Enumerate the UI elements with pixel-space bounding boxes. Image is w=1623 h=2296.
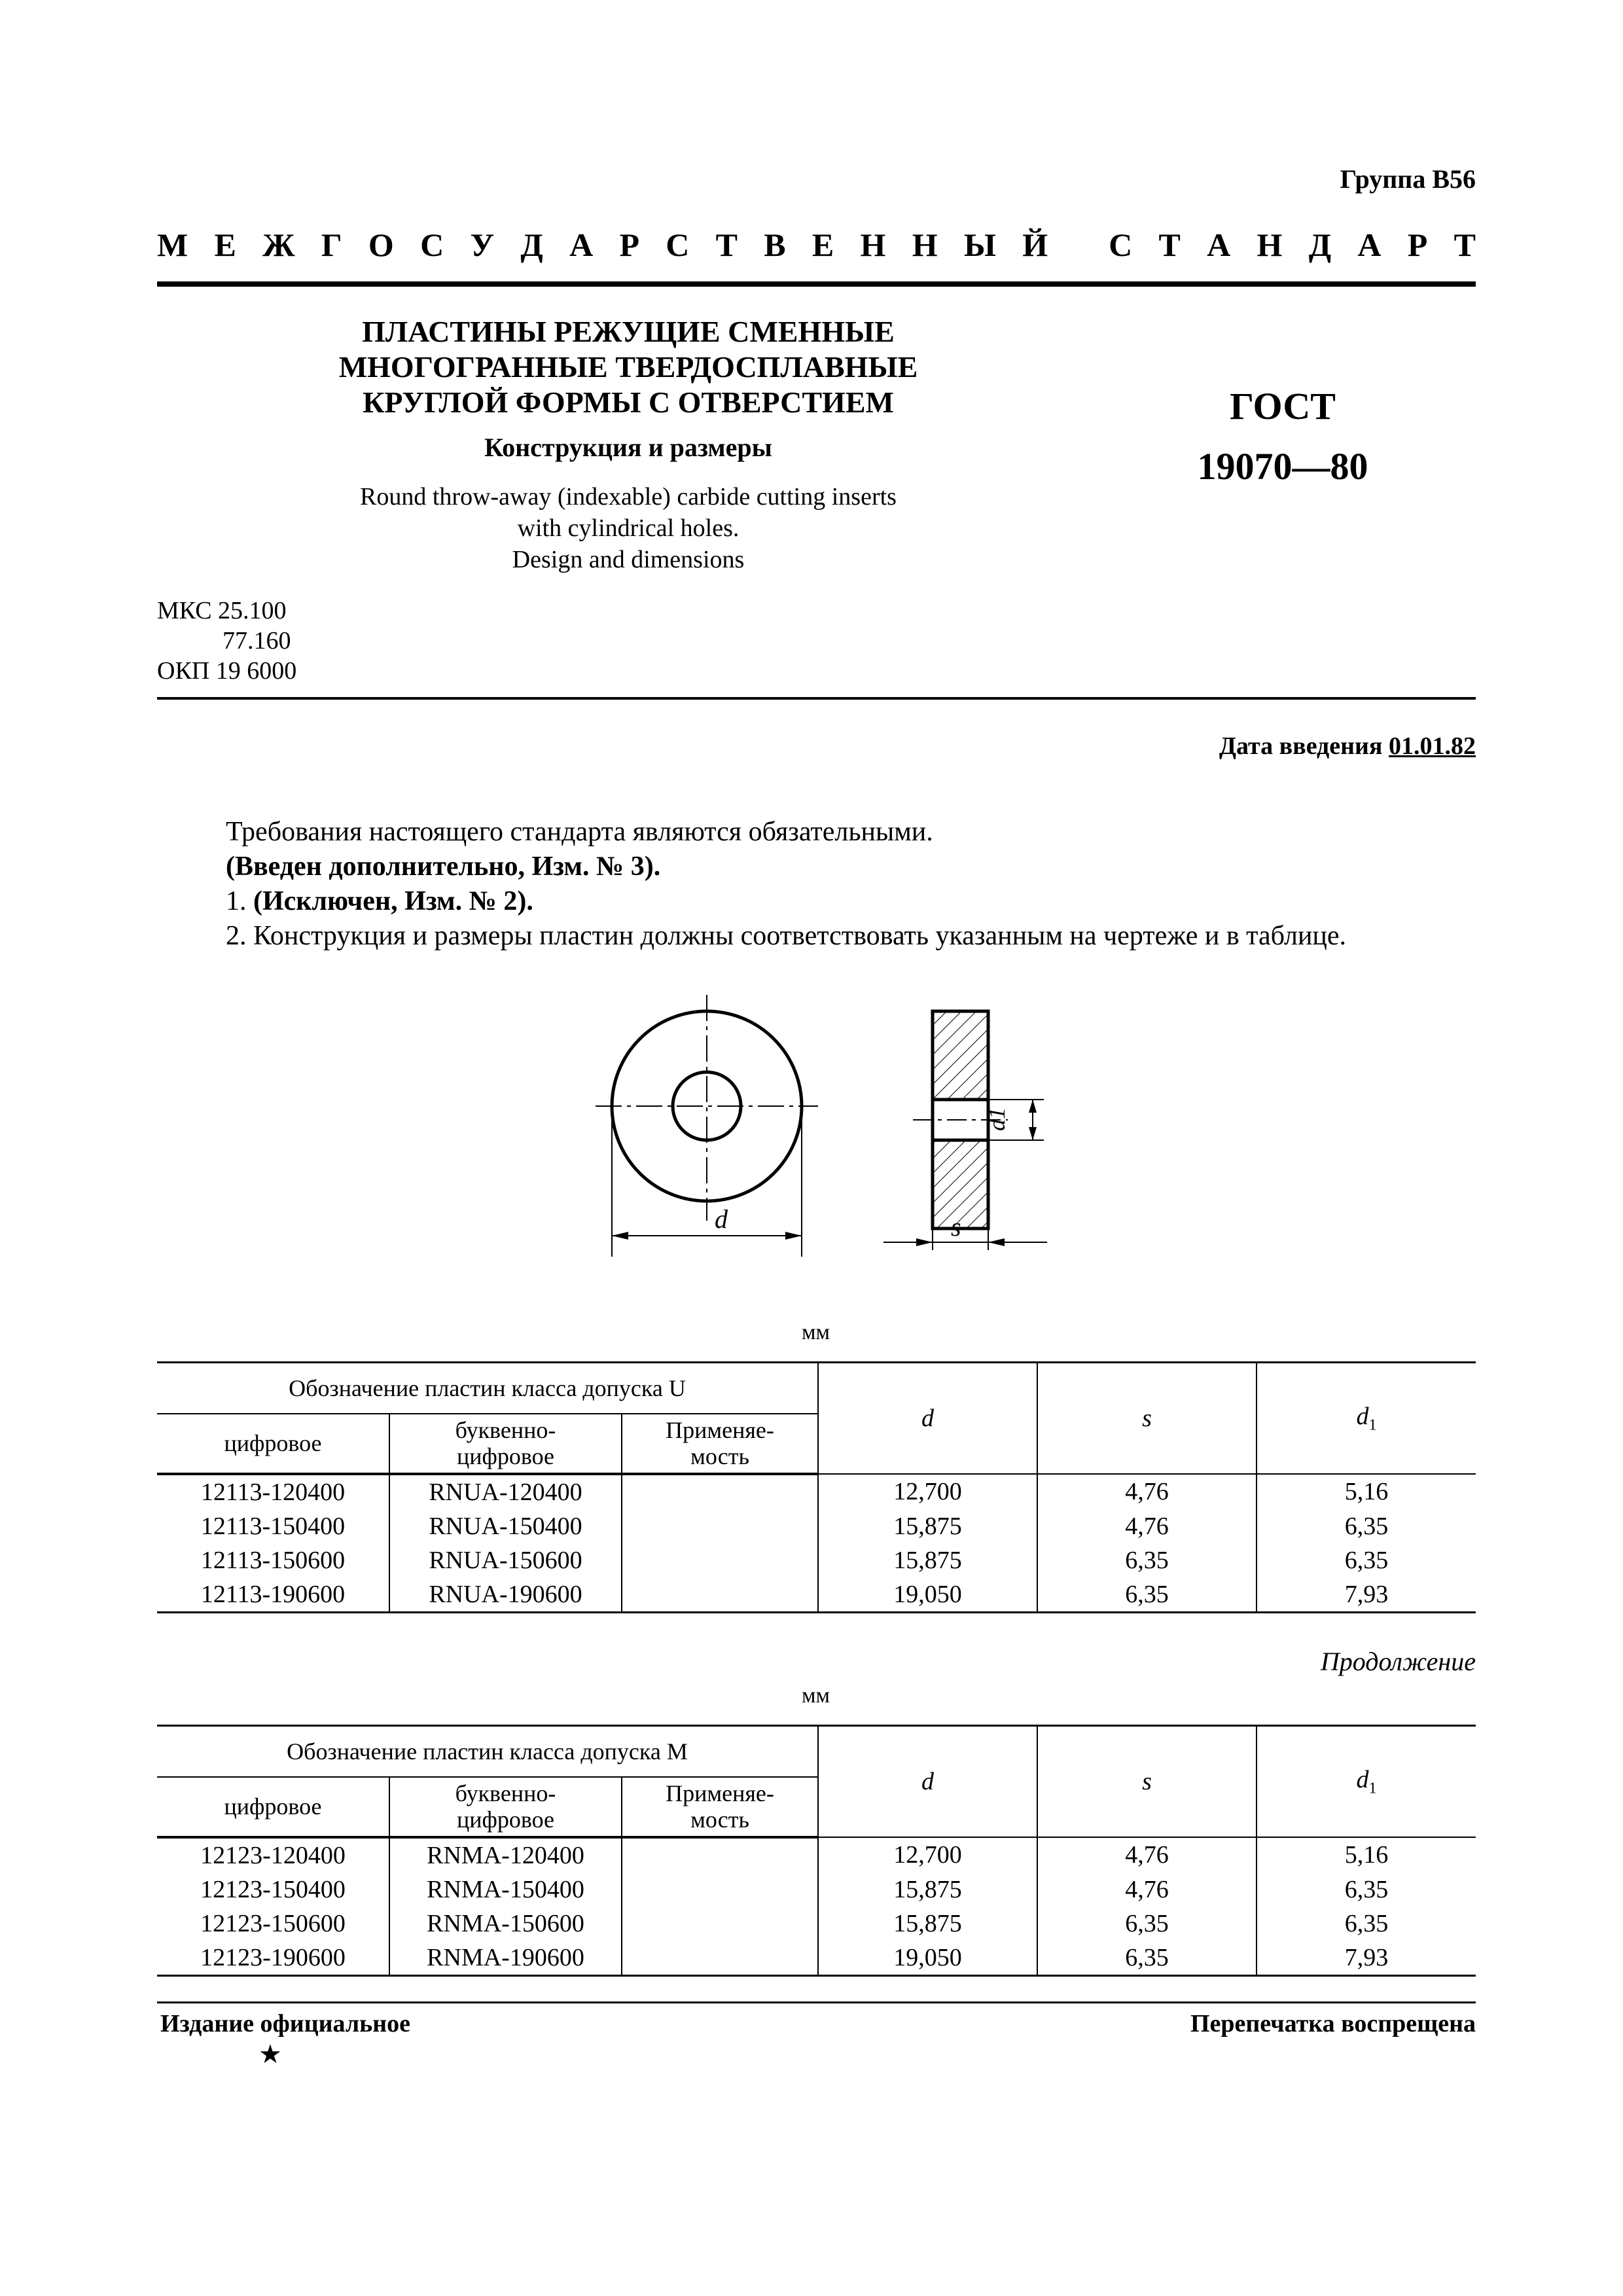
unit-label-m: мм <box>802 1683 830 1708</box>
cell-alphanumeric: RNUA-150600 <box>389 1543 622 1577</box>
dimension-d1-label <box>984 1107 1010 1131</box>
table-row <box>157 1577 1476 1613</box>
dimension-d-label: d <box>715 1204 728 1234</box>
table-m-col-s <box>1037 1726 1257 1837</box>
date-label: Дата введения <box>1219 732 1383 760</box>
table-row <box>157 1543 1476 1577</box>
table-m-group-header: Обозначение пластин класса допуска M <box>157 1726 818 1777</box>
title-line-1: ПЛАСТИНЫ РЕЖУЩИЕ СМЕННЫЕ <box>362 315 895 348</box>
interstate-letter: Ы <box>963 226 996 263</box>
introduction-date <box>1219 732 1476 761</box>
paragraph-1-number: 1. <box>226 886 247 916</box>
date-value: 01.01.82 <box>1389 732 1476 760</box>
table-row <box>157 1509 1476 1543</box>
cell-s: 4,76 <box>1037 1474 1257 1509</box>
table-u-col-d-text: d <box>921 1404 934 1432</box>
cell-s: 4,76 <box>1037 1509 1257 1543</box>
continuation-label: Продолжение <box>1320 1647 1476 1676</box>
cell-d: 15,875 <box>818 1873 1037 1907</box>
cell-digital: 12123-150600 <box>157 1907 389 1941</box>
paragraph-amendment-3: (Введен дополнительно, Изм. № 3). <box>226 852 661 882</box>
footer-rule <box>157 2001 1476 2003</box>
cell-s: 4,76 <box>1037 1837 1257 1873</box>
cell-applicability <box>622 1543 818 1577</box>
dimension-s-label: s <box>951 1212 961 1242</box>
table-m-col-d1 <box>1257 1726 1476 1837</box>
cell-applicability <box>622 1509 818 1543</box>
table-row <box>157 1873 1476 1907</box>
table-u-col-d1-text: d <box>1356 1402 1369 1430</box>
interstate-letter: Е <box>812 226 834 263</box>
table-class-m <box>157 1725 1476 1977</box>
table-m-col-alphanumeric <box>389 1777 622 1837</box>
table-u-col-d <box>818 1363 1037 1474</box>
cell-applicability <box>622 1577 818 1613</box>
cell-d: 15,875 <box>818 1907 1037 1941</box>
paragraph-2: 2. Конструкция и размеры пластин должны соответствовать указанным на чертеже и в таблице. <box>226 921 1347 951</box>
english-title-line-2: with cylindrical holes. <box>517 514 740 542</box>
table-u-col-alpha-line2: цифровое <box>456 1443 555 1469</box>
title-line-3: КРУГЛОЙ ФОРМЫ С ОТВЕРСТИЕМ <box>363 386 894 419</box>
interstate-letter: С <box>420 226 444 263</box>
cell-applicability <box>622 1907 818 1941</box>
interstate-letter: Д <box>520 226 543 263</box>
table-m-col-alpha-line2: цифровое <box>456 1806 555 1833</box>
insert-drawing <box>576 982 1073 1270</box>
paragraph-1-text: (Исключен, Изм. № 2). <box>253 886 533 916</box>
table-m-col-alpha-line1: буквенно- <box>455 1780 556 1806</box>
table-m-col-applicability <box>622 1777 818 1837</box>
paragraph-mandatory: Требования настоящего стандарта являются обязательными. <box>226 817 933 847</box>
cell-d1: 6,35 <box>1257 1509 1476 1543</box>
table-m-col-d1-sub: 1 <box>1368 1780 1377 1797</box>
cell-s: 6,35 <box>1037 1577 1257 1613</box>
cell-applicability <box>622 1474 818 1509</box>
cell-alphanumeric: RNMA-150400 <box>389 1873 622 1907</box>
dimension-d1-text: d1 <box>984 1107 1010 1131</box>
table-m-col-d1-text: d <box>1356 1765 1369 1793</box>
group-code: Группа В56 <box>1340 164 1476 194</box>
table-u-group-header: Обозначение пластин класса допуска U <box>157 1363 818 1414</box>
cell-s: 6,35 <box>1037 1941 1257 1976</box>
table-m-col-s-text: s <box>1142 1767 1152 1795</box>
interstate-letter: О <box>368 226 394 263</box>
interstate-letter: Н <box>860 226 886 263</box>
side-view <box>883 1011 1047 1250</box>
cell-d1: 5,16 <box>1257 1837 1476 1873</box>
cell-digital: 12113-150600 <box>157 1543 389 1577</box>
interstate-letter: В <box>764 226 786 263</box>
table-row <box>157 1837 1476 1873</box>
interstate-letter: Н <box>1257 226 1283 263</box>
reprint-prohibited-label: Перепечатка воспрещена <box>1190 2010 1476 2037</box>
interstate-letter: С <box>666 226 690 263</box>
table-u-col-d1 <box>1257 1363 1476 1474</box>
interstate-letter: Т <box>715 226 738 263</box>
english-title-line-1: Round throw-away (indexable) carbide cutting inserts <box>360 483 897 511</box>
table-row <box>157 1907 1476 1941</box>
cell-d: 15,875 <box>818 1509 1037 1543</box>
title-block <box>308 314 949 575</box>
table-u-col-s-text: s <box>1142 1404 1152 1432</box>
cell-d: 19,050 <box>818 1941 1037 1976</box>
gost-number: 19070—80 <box>1197 445 1368 488</box>
gost-label: ГОСТ <box>1230 385 1336 427</box>
interstate-letter: А <box>569 226 594 263</box>
interstate-letter: У <box>470 226 495 263</box>
english-title <box>308 481 949 575</box>
interstate-letter: Е <box>214 226 236 263</box>
cell-applicability <box>622 1873 818 1907</box>
table-m-col-d-text: d <box>921 1767 934 1795</box>
cell-digital: 12123-150400 <box>157 1873 389 1907</box>
table-m-col-app-line2: мость <box>690 1806 749 1833</box>
cell-digital: 12113-190600 <box>157 1577 389 1613</box>
cell-applicability <box>622 1837 818 1873</box>
interstate-letter: М <box>157 226 188 263</box>
interstate-letter: Т <box>1158 226 1181 263</box>
table-m-col-digital: цифровое <box>157 1777 389 1837</box>
cell-digital: 12113-120400 <box>157 1474 389 1509</box>
interstate-letter: Г <box>321 226 342 263</box>
cell-alphanumeric: RNMA-150600 <box>389 1907 622 1941</box>
english-title-line-3: Design and dimensions <box>512 546 745 573</box>
body-text <box>226 815 1346 954</box>
table-u-col-digital: цифровое <box>157 1414 389 1474</box>
table-u-col-s <box>1037 1363 1257 1474</box>
table-class-u <box>157 1361 1476 1613</box>
cell-d: 15,875 <box>818 1543 1037 1577</box>
header-rule <box>157 281 1476 287</box>
cell-digital: 12123-120400 <box>157 1837 389 1873</box>
cell-d1: 7,93 <box>1257 1577 1476 1613</box>
cell-alphanumeric: RNUA-120400 <box>389 1474 622 1509</box>
interstate-letter: А <box>1207 226 1231 263</box>
title-line-2: МНОГОГРАННЫЕ ТВЕРДОСПЛАВНЫЕ <box>338 350 918 384</box>
interstate-letter: Й <box>1022 226 1048 263</box>
table-u-col-alphanumeric <box>389 1414 622 1474</box>
table-m-col-d <box>818 1726 1037 1837</box>
cell-d1: 6,35 <box>1257 1907 1476 1941</box>
cell-alphanumeric: RNMA-190600 <box>389 1941 622 1976</box>
okp-code: ОКП 19 6000 <box>157 657 297 685</box>
cell-d1: 6,35 <box>1257 1873 1476 1907</box>
cell-d1: 6,35 <box>1257 1543 1476 1577</box>
cell-applicability <box>622 1941 818 1976</box>
cell-s: 6,35 <box>1037 1543 1257 1577</box>
cell-d1: 7,93 <box>1257 1941 1476 1976</box>
interstate-letter: Ж <box>262 226 295 263</box>
subtitle: Конструкция и размеры <box>484 433 772 462</box>
front-view <box>596 995 818 1257</box>
cell-alphanumeric: RNUA-190600 <box>389 1577 622 1613</box>
cell-digital: 12123-190600 <box>157 1941 389 1976</box>
table-u-col-applicability <box>622 1414 818 1474</box>
mks-code-1: МКС 25.100 <box>157 597 287 624</box>
mks-code-2: 77.160 <box>223 627 291 655</box>
table-m-col-app-line1: Применяе- <box>666 1780 774 1806</box>
cell-s: 6,35 <box>1037 1907 1257 1941</box>
table-u-col-app-line2: мость <box>690 1443 749 1469</box>
cell-d: 12,700 <box>818 1837 1037 1873</box>
interstate-letter: С <box>1109 226 1133 263</box>
interstate-letter: Р <box>619 226 639 263</box>
cell-d: 12,700 <box>818 1474 1037 1509</box>
gost-designation <box>1152 376 1414 497</box>
interstate-letter: Д <box>1308 226 1332 263</box>
official-edition-label: Издание официальное <box>160 2010 411 2037</box>
classification-codes <box>157 596 296 686</box>
interstate-letter <box>1074 226 1082 264</box>
table-u-col-alpha-line1: буквенно- <box>455 1417 556 1443</box>
table-u-col-app-line1: Применяе- <box>666 1417 774 1443</box>
interstate-letter: Т <box>1454 226 1476 263</box>
cell-d1: 5,16 <box>1257 1474 1476 1509</box>
cell-d: 19,050 <box>818 1577 1037 1613</box>
unit-label-u: мм <box>802 1320 830 1344</box>
cell-digital: 12113-150400 <box>157 1509 389 1543</box>
interstate-letter: Р <box>1407 226 1428 263</box>
paragraph-1 <box>226 884 1346 919</box>
interstate-letter: Н <box>912 226 938 263</box>
table-row <box>157 1474 1476 1509</box>
table-row <box>157 1941 1476 1976</box>
cell-alphanumeric: RNMA-120400 <box>389 1837 622 1873</box>
cell-s: 4,76 <box>1037 1873 1257 1907</box>
table-u-col-d1-sub: 1 <box>1368 1416 1377 1434</box>
codes-rule <box>157 697 1476 700</box>
star-icon: ★ <box>259 2039 282 2069</box>
cell-alphanumeric: RNUA-150400 <box>389 1509 622 1543</box>
interstate-standard-heading <box>157 226 1476 264</box>
interstate-letter: А <box>1357 226 1382 263</box>
